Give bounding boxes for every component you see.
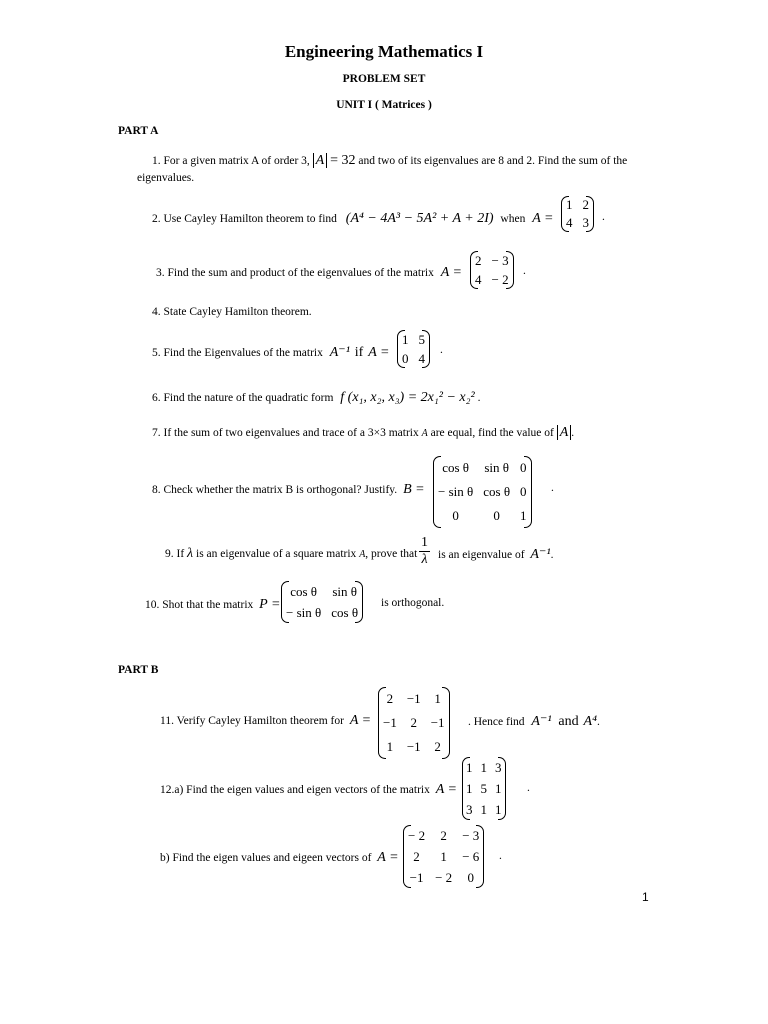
part-a-heading: PART A [118, 125, 159, 137]
question-9-cont: is an eigenvalue of A⁻¹. [438, 547, 554, 562]
matrix-q10: cos θ sin θ − sin θ cos θ [281, 581, 363, 623]
question-12b: b) Find the eigen values and eigeen vectors of A = [160, 850, 399, 865]
determinant: A [313, 153, 328, 168]
matrix-q3: 2 − 3 4 − 2 [470, 251, 514, 289]
question-1-cont: eigenvalues. [137, 172, 195, 184]
question-6: 6. Find the nature of the quadratic form f (x₁, x₂, x₃) = 2x₁² − x₂² . [152, 390, 481, 405]
question-11-cont: . Hence find A⁻¹ and A⁴. [468, 714, 600, 729]
question-7: 7. If the sum of two eigenvalues and trace of a 3×3 matrix A are equal, find the value of A . [152, 425, 575, 440]
question-2: 2. Use Cayley Hamilton theorem to find (A⁴ − 4A³ − 5A² + A + 2I) when A = [152, 211, 554, 226]
matrix-q8: cos θ sin θ 0 − sin θ cos θ 0 0 0 1 [433, 456, 532, 528]
matrix-q5: 1 5 0 4 [397, 330, 430, 368]
page-title: Engineering Mathematics I [284, 42, 484, 61]
question-11: 11. Verify Cayley Hamilton theorem for A = [160, 713, 372, 728]
question-3: 3. Find the sum and product of the eigenvalues of the matrix A = [156, 265, 462, 280]
subtitle: PROBLEM SET [342, 73, 426, 85]
determinant: A [557, 425, 572, 440]
question-9: 9. If λ is an eigenvalue of a square matrix A, prove that [165, 546, 418, 561]
unit-heading: UNIT I ( Matrices ) [336, 99, 432, 111]
fraction-one-over-lambda: $\frac{1}{\lambda}$ [421, 535, 428, 567]
matrix-q2: 1 2 4 3 [561, 196, 594, 232]
question-4: 4. State Cayley Hamilton theorem. [152, 306, 312, 318]
question-8: 8. Check whether the matrix B is orthogonal? Justify. B = [152, 482, 425, 497]
part-b-heading: PART B [118, 664, 159, 676]
matrix-q12a: 1 1 3 1 5 1 3 1 1 [462, 757, 506, 820]
matrix-q11: 2 −1 1 −1 2 −1 1 −1 2 [378, 687, 450, 759]
page-number: 1 [642, 890, 649, 904]
question-1: 1. For a given matrix A of order 3, A = 32 and two of its eigenvalues are 8 and 2. Find the sum of the [152, 153, 628, 168]
matrix-q12b: − 2 2 − 3 2 1 − 6 −1 − 2 0 [403, 825, 484, 888]
question-10: 10. Shot that the matrix P = [145, 597, 281, 612]
question-5: 5. Find the Eigenvalues of the matrix A⁻¹ if A = [152, 345, 390, 360]
question-12a: 12.a) Find the eigen values and eigen vectors of the matrix A = [160, 782, 457, 797]
